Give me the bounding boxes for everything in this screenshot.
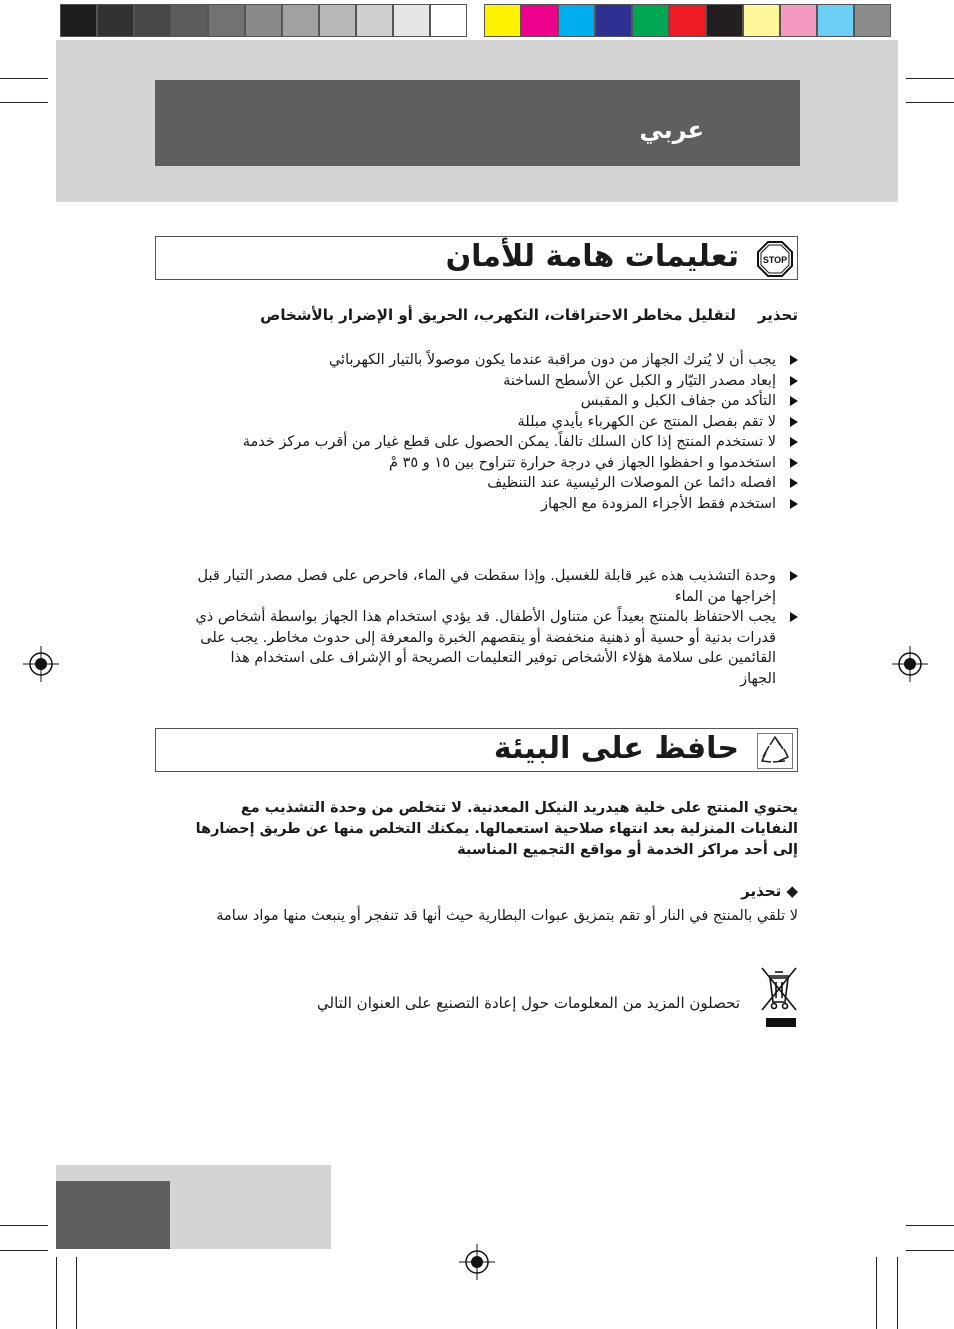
environment-intro: يحتوي المنتج على خلية هيدريد النيكل المعدنية. لا تتخلص من وحدة التشذيب مع النفايات المنزلية بعد انتهاء صلاحية استعمالها. يمكنك التخلص منها عن طريق إحضارها إلى أحد مراكز الخدمة أو مواقع التجميع المناسبة [195,800,798,858]
gray-swatch [134,4,171,37]
crop-mark [906,102,954,103]
crop-mark [0,1250,48,1251]
bullet-arrow-icon [790,612,798,622]
crop-mark [906,1250,954,1251]
gray-swatch [97,4,134,37]
registration-mark-icon [23,646,59,682]
crop-mark [906,1225,954,1226]
color-swatch [521,4,558,37]
gray-swatch [393,4,430,37]
gray-swatch [430,4,467,37]
bullet-arrow-icon [790,571,798,581]
bullet-arrow-icon [790,437,798,447]
page-number-block [56,1181,170,1249]
crop-mark [56,1257,57,1329]
list-item: التأكد من جفاف الكبل و المقبس [190,391,800,412]
bullet-arrow-icon [790,417,798,427]
gray-swatch [171,4,208,37]
bullet-arrow-icon [790,478,798,488]
stop-sign-icon [757,241,793,277]
color-swatch [632,4,669,37]
list-item: يجب الاحتفاظ بالمنتج بعيداً عن متناول الأطفال. قد يؤدي استخدام هذا الجهاز بواسطة أشخاص ذي قدرات بدنية أو حسية أو ذهنية منخفضة أو ينقصهم الخبرة والمعرفة إلى حدوث مخاطر. يجب على القائمين على سلامة هؤلاء الأشخاص توفير التعليمات الصريحة أو الإشراف على استخدام هذا الجهاز [190,607,800,689]
color-swatch [817,4,854,37]
crop-mark [876,1257,877,1329]
environment-warning-text: لا تلقي بالمنتج في النار أو تقم بتمزيق عبوات البطارية حيث أنها قد تنفجر أو ينبعث منها مواد سامة [216,908,798,924]
list-item: إبعاد مصدر التيّار و الكبل عن الأسطح الساخنة [190,371,800,392]
warning-label: تحذير [741,882,782,900]
bullet-arrow-icon [790,376,798,386]
list-item: افصله دائما عن الموصلات الرئيسية عند التنظيف [190,473,800,494]
language-title: عربي [639,116,704,144]
color-swatch [743,4,780,37]
environment-title: حافظ على البيئة [493,731,739,766]
crop-mark [906,78,954,79]
bullet-arrow-icon [790,396,798,406]
safety-list-b [190,566,800,689]
color-swatch [854,4,891,37]
color-swatch [558,4,595,37]
gray-swatch [282,4,319,37]
safety-section-header [155,236,798,280]
crop-mark [0,102,48,103]
safety-list-a [190,350,800,514]
crop-mark [897,1257,898,1329]
gray-swatch [245,4,282,37]
registration-mark-icon [459,1244,495,1280]
recycle-info: تحصلون المزيد من المعلومات حول إعادة التصنيع على العنوان التالي [317,994,740,1012]
warning-diamond-icon: ◆ [786,882,798,900]
list-item: استخدم فقط الأجزاء المزودة مع الجهاز [190,494,800,515]
environment-section-header [155,728,798,772]
list-item: وحدة التشذيب هذه غير قابلة للغسيل. وإذا سقطت في الماء، فاحرص على فصل مصدر التيار قبل إخراجها من الماء [190,566,800,607]
warning-label: تحذير [757,306,798,324]
bullet-arrow-icon [790,355,798,365]
gray-swatch [208,4,245,37]
color-swatch [669,4,706,37]
list-item: استخدموا و احفظوا الجهاز في درجة حرارة تتراوح بين ١٥ و ٣٥ مْ [190,453,800,474]
safety-warning [260,306,798,324]
color-swatch [484,4,521,37]
crop-mark [0,78,48,79]
svg-text:STOP: STOP [762,255,788,265]
safety-title: تعليمات هامة للأمان [445,239,739,274]
recycle-icon [757,733,793,769]
crop-mark [76,1257,77,1329]
gray-swatch [319,4,356,37]
color-swatch [780,4,817,37]
crop-mark [0,1225,48,1226]
bullet-arrow-icon [790,499,798,509]
crossed-out-bin-icon [758,966,800,1030]
gray-swatch [356,4,393,37]
bullet-arrow-icon [790,458,798,468]
list-item: يجب أن لا يُترك الجهاز من دون مراقبة عندما يكون موصولاً بالتيار الكهربائي [190,350,800,371]
color-swatch [706,4,743,37]
environment-warning-head [741,882,798,900]
list-item: لا تستخدم المنتج إذا كان السلك تالفاً. يمكن الحصول على قطع غيار من أقرب مركز خدمة [190,432,800,453]
registration-mark-icon [892,646,928,682]
list-item: لا تقم بفصل المنتج عن الكهرباء بأيدي مبللة [190,412,800,433]
color-swatch [595,4,632,37]
warning-text: لتقليل مخاطر الاحتراقات، التكهرب، الحريق أو الإضرار بالأشخاص [260,306,736,324]
gray-swatch [60,4,97,37]
